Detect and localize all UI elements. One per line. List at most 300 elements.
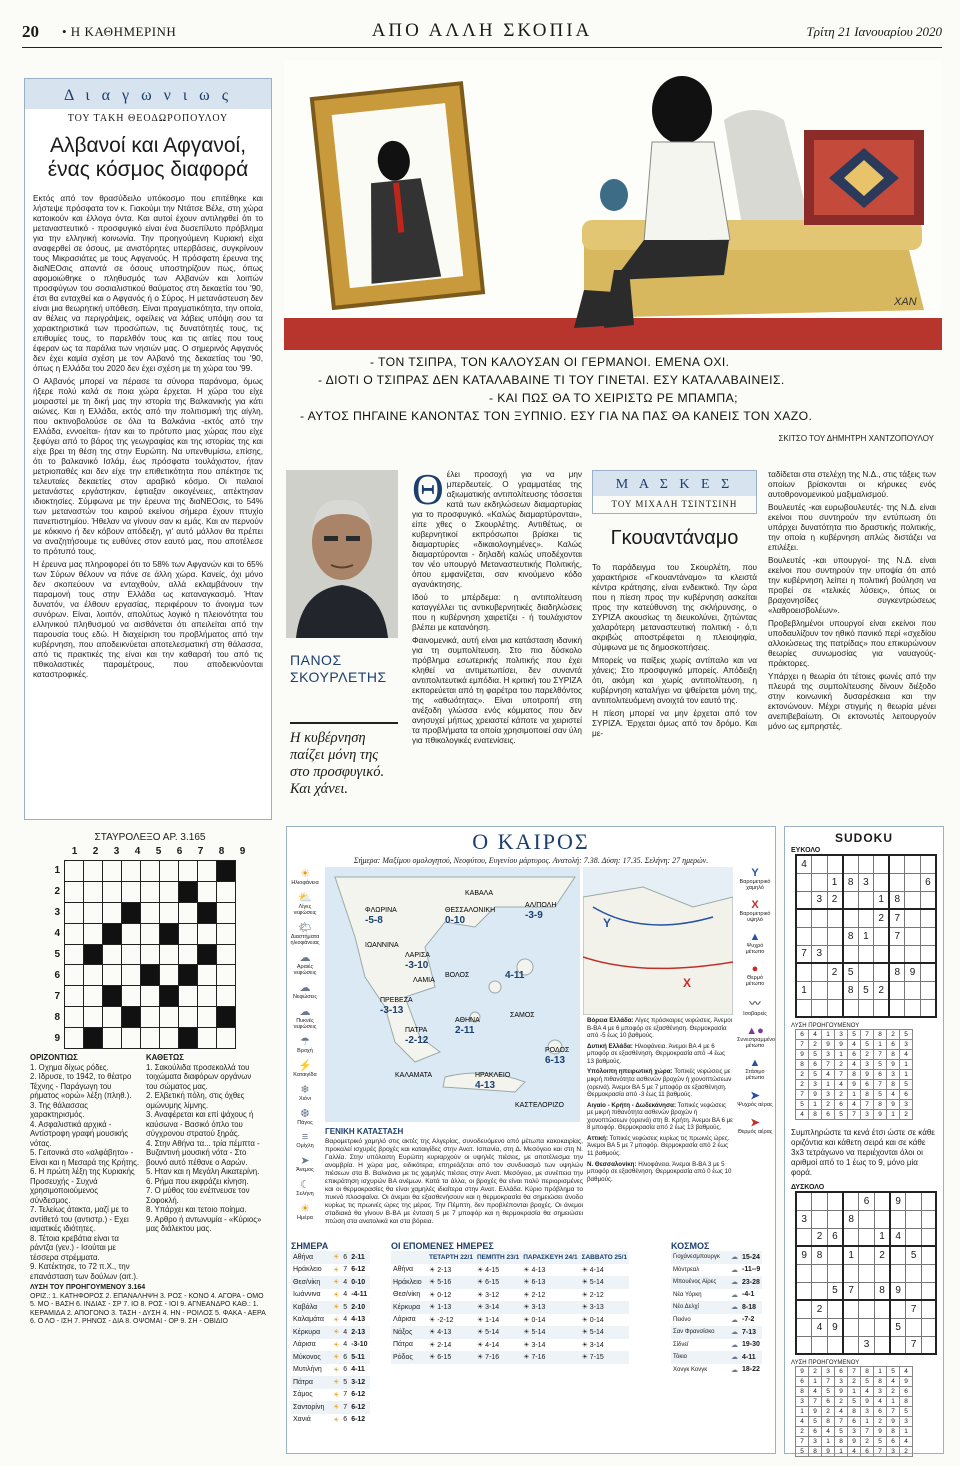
empty-cell[interactable] [812, 909, 827, 927]
empty-cell[interactable] [858, 945, 873, 963]
city-name: Χονγκ Κονγκ [673, 1366, 708, 1373]
crossword-cell[interactable] [160, 965, 179, 986]
empty-cell[interactable] [796, 1228, 812, 1246]
weather-icon: ☁ [299, 952, 311, 964]
section-title: ΑΠΟ ΑΛΛΗ ΣΚΟΠΙΑ [371, 20, 593, 41]
empty-cell[interactable] [890, 1264, 906, 1282]
empty-cell[interactable] [796, 1264, 812, 1282]
crossword-cell[interactable] [65, 1028, 84, 1049]
empty-cell[interactable] [858, 999, 873, 1017]
empty-cell[interactable] [843, 1228, 859, 1246]
empty-cell[interactable] [859, 1228, 875, 1246]
solution-cell: 9 [861, 1397, 874, 1407]
crossword-cell[interactable] [84, 902, 103, 923]
empty-cell[interactable] [827, 1264, 843, 1282]
empty-cell[interactable] [812, 855, 827, 873]
crossword-cell[interactable] [160, 902, 179, 923]
empty-cell[interactable] [796, 1336, 812, 1354]
sudoku-row [796, 909, 936, 927]
city-name: Πάτρα [393, 1341, 413, 1349]
crossword-cell[interactable] [160, 861, 179, 882]
empty-cell[interactable] [889, 873, 905, 891]
map-temperature: 0-10 [445, 915, 466, 926]
crossword-cell[interactable] [198, 923, 217, 944]
paper-name: • Η ΚΑΘΗΜΕΡΙΝΗ [62, 24, 177, 39]
paragraph: Ιδού το μπέρδεμα: η αντιπολίτευση καταγγέλλει τις αντικυβερνητικές διαδηλώσεις που η κυβέρνηση χαιρετίζει - ή τουλάχιστον βλέπει με κατανόηση. [412, 593, 582, 632]
empty-cell[interactable] [874, 873, 890, 891]
solution-cell: 5 [809, 1050, 822, 1060]
world-row [671, 1251, 762, 1264]
empty-cell[interactable] [827, 927, 843, 945]
temperature: 23-28 [740, 1276, 762, 1289]
today-row [291, 1364, 370, 1377]
next-days-row [391, 1326, 629, 1339]
empty-cell[interactable] [796, 909, 812, 927]
empty-cell[interactable] [827, 855, 843, 873]
empty-cell[interactable] [890, 1300, 906, 1318]
crossword-cell[interactable] [160, 1007, 179, 1028]
solution-cell: 3 [809, 1080, 822, 1090]
crossword-cell[interactable] [103, 1028, 122, 1049]
empty-cell[interactable] [843, 999, 859, 1017]
empty-cell[interactable] [874, 945, 890, 963]
solution-cell: 8 [900, 1397, 913, 1407]
solution-cell: 4 [822, 1427, 835, 1437]
temperature: 18-22 [742, 1366, 760, 1374]
empty-cell[interactable] [858, 891, 873, 909]
empty-cell[interactable] [874, 999, 890, 1017]
crossword-cell[interactable] [84, 1007, 103, 1028]
city-name: Μυτιλήνη [293, 1366, 322, 1374]
empty-cell[interactable] [827, 909, 843, 927]
legend-label: Ημέρα [297, 1215, 313, 1221]
empty-cell[interactable] [921, 1336, 936, 1354]
solution-cell: 9 [887, 1100, 900, 1110]
empty-cell[interactable] [812, 981, 827, 999]
solution-cell: 9 [887, 1417, 900, 1427]
crossword-cell[interactable] [84, 986, 103, 1007]
crossword-cell[interactable] [65, 881, 84, 902]
crossword-cell[interactable] [65, 861, 84, 882]
empty-cell[interactable] [920, 963, 936, 981]
crossword-cell[interactable] [179, 923, 198, 944]
map-temperature: -3-10 [405, 960, 429, 971]
crossword-cell[interactable] [84, 881, 103, 902]
legend-item [289, 891, 321, 916]
empty-cell[interactable] [812, 963, 827, 981]
empty-cell[interactable] [843, 1264, 859, 1282]
temperature: ☀ 3-12 [476, 1291, 500, 1299]
crossword-cell[interactable] [217, 1028, 236, 1049]
paragraph: Ο Αλβανός μπορεί να πέρασε τα σύνορα παράνομα, όμως ήξερε πολύ καλά σε ποια χώρα έρχεται. Η χώρα του είχε μοιραστεί με τη δική μας την ιστορία της Βαλκανικής για κάτι αιώνες. Και η Ελλάδα, εκτός από την πολιτισμική της αίγλη, που ακτινοβολούσε σε όλα τα Βαλκάνια -εκτός από την Ελλάδα, εννοείται- ήταν και το πρότυπο μιας χώρας που είχε ξεφύγει από το βάρος της γεωγραφίας και της ιστορίας της και είχε βρει τη θέση της στην Ευρώπη. Να υπενθυμίσω, επίσης, ότι το βαλκανικό Ισλάμ, έως πρόσφατα τουλάχιστον, ήταν μετριοπαθές και δεν είχε την επιθετικότητα που απέκτησε τις τελευταίες δεκαετίες στον αραβικό κόσμο. Οι παλαιοί μετανάστες εργάστηκαν, έφτιαξαν οικογένειες, απέκτησαν ιδιοκτησίες. Σύμφωνα με την έρευνα της διαΝΕΟσις, το 54% των μεταναστών του καιρού εκείνου σήμερα έχουν πτυχίο πανεπιστημίου. Ήθελαν να γίνουν σαν κι εμάς. Και αν περνούν με κόκκινο ή δεν κόβουν απόδειξη, γι' αυτό μάλλον θα πρέπει να αναζητήσουμε τις ευθύνες στον εαυτό μας, που αποτέλεσε το πρότυπό τους. [33, 377, 263, 557]
empty-cell[interactable] [874, 927, 890, 945]
sudoku-hard-grid[interactable] [795, 1191, 937, 1355]
weather-icon: ☀ [331, 1376, 341, 1389]
weather-subtitle: Σήμερα: Μαξίμου ομολογητού, Νεοφύτου, Ευγενίου μάρτυρος. Ανατολή: 7.38. Δύση: 17.35. Σελήνη: 27 ημερών. [353, 856, 709, 865]
weather-icon: ☀ [331, 1326, 341, 1339]
empty-cell[interactable] [859, 1282, 875, 1300]
sudoku-row [796, 1318, 936, 1336]
empty-cell[interactable] [812, 873, 827, 891]
weather-icon: ☀ [331, 1401, 341, 1414]
empty-cell[interactable] [859, 1246, 875, 1264]
empty-cell[interactable] [858, 909, 873, 927]
crossword-row [65, 861, 236, 882]
empty-cell[interactable] [874, 1300, 890, 1318]
column-number: 4 [134, 846, 141, 857]
black-cell [179, 881, 198, 902]
empty-cell[interactable] [920, 909, 936, 927]
solution-cell: 1 [835, 1447, 848, 1457]
crossword-cell[interactable] [122, 965, 141, 986]
empty-cell[interactable] [843, 1336, 859, 1354]
solution-cell: 7 [874, 1050, 887, 1060]
world-heading: ΚΟΣΜΟΣ [671, 1241, 710, 1251]
empty-cell[interactable] [843, 855, 859, 873]
map-city-label: ΑΛ/ΠΟΛΗ [525, 902, 557, 909]
world-row [671, 1339, 762, 1352]
column-number: 7 [197, 846, 204, 857]
crossword-cell[interactable] [65, 902, 84, 923]
empty-cell[interactable] [920, 891, 936, 909]
crossword-cell[interactable] [198, 986, 217, 1007]
today-row [291, 1401, 370, 1414]
cartoon-illustration [284, 60, 942, 350]
empty-cell[interactable] [906, 1264, 922, 1282]
map-temperature: 4-13 [475, 1080, 496, 1091]
map-city-label: ΛΑΡΙΣΑ [405, 952, 430, 959]
crossword-cell[interactable] [84, 923, 103, 944]
empty-cell[interactable] [874, 963, 890, 981]
empty-cell[interactable] [843, 1192, 859, 1210]
crossword-cell[interactable] [141, 902, 160, 923]
empty-cell[interactable] [921, 1300, 936, 1318]
empty-cell[interactable] [812, 1282, 828, 1300]
crossword-cell[interactable] [160, 944, 179, 965]
sudoku-easy-grid[interactable] [795, 854, 937, 1018]
crossword-cell[interactable] [84, 861, 103, 882]
crossword-cell[interactable] [198, 861, 217, 882]
empty-cell[interactable] [827, 981, 843, 999]
empty-cell[interactable] [859, 1264, 875, 1282]
legend-item [737, 1089, 773, 1108]
empty-cell[interactable] [921, 1282, 936, 1300]
crossword-cell[interactable] [198, 1028, 217, 1049]
temperature: ☀ 2-12 [581, 1291, 604, 1299]
today-table [291, 1251, 370, 1426]
crossword-cell[interactable] [65, 986, 84, 1007]
crossword-cell[interactable] [141, 881, 160, 902]
empty-cell[interactable] [843, 945, 859, 963]
empty-cell[interactable] [812, 1192, 828, 1210]
map-city-label: ΠΡΕΒΕΖΑ [380, 997, 413, 1004]
empty-cell[interactable] [874, 1192, 890, 1210]
paragraph [412, 465, 582, 590]
column-number: 2 [92, 846, 99, 857]
weather-icon: 🌤 [298, 922, 312, 934]
legend-label: Πάγος [297, 1120, 313, 1126]
empty-cell[interactable] [921, 1192, 936, 1210]
horizontal-clues [30, 1053, 140, 1281]
city-name: Κέρκυρα [291, 1326, 331, 1339]
paragraph: Φαινομενικά, αυτή είναι μια κατάσταση ιδανική για τη συμπολίτευση. Στο πιο δύσκολο πρόβλημα εσωτερικής πολιτικής που έχει κληθεί να αντιμετωπίσει, δεν συναντά αντιπολιτευτικά εμπόδια. Η κριτική του ΣΥΡΙΖΑ εκπορεύεται από τη φαρέτρα του παρελθόντος της «αθωότητας». Είναι υποτροπή στη ανέξοδη γλώσσα ενός κόμματος που δεν ανησυχεί μήπως χρειαστεί κάποτε να χειριστεί τα προβλήματα τα οποία χρησιμοποιεί σαν ύλη για πθικολογικές ενατενίσεις. [412, 636, 582, 745]
empty-cell[interactable] [796, 1282, 812, 1300]
solution-label: ΛΥΣΗ ΠΡΟΗΓΟΥΜΕΝΟΥ [791, 1360, 860, 1366]
empty-cell[interactable] [905, 873, 920, 891]
empty-cell[interactable] [796, 873, 812, 891]
empty-cell[interactable] [812, 1336, 828, 1354]
empty-cell[interactable] [921, 1246, 936, 1264]
empty-cell[interactable] [858, 855, 873, 873]
empty-cell[interactable] [812, 1264, 828, 1282]
empty-cell[interactable] [890, 1336, 906, 1354]
solution-row [796, 1377, 913, 1387]
crossword-cell[interactable] [122, 1028, 141, 1049]
empty-cell[interactable] [796, 963, 812, 981]
empty-cell[interactable] [905, 927, 920, 945]
empty-cell[interactable] [827, 1300, 843, 1318]
empty-cell[interactable] [812, 999, 827, 1017]
crossword-cell[interactable] [65, 1007, 84, 1028]
region-forecast [587, 1135, 733, 1158]
temperature: -3-10 [351, 1341, 368, 1349]
empty-cell[interactable] [843, 891, 859, 909]
crossword-cell[interactable] [103, 944, 122, 965]
crossword-cell[interactable] [179, 944, 198, 965]
today-row [291, 1289, 370, 1302]
empty-cell[interactable] [796, 927, 812, 945]
empty-cell[interactable] [874, 1318, 890, 1336]
paragraph: Βουλευτές -και υπουργοί- της Ν.Δ. είναι εκείνοι που συντηρούν την υποψία ότι από την κυβέρνηση λείπει η πολιτική βούληση να προβεί σε «τελικές λύσεις», όπως οι βραχονησίδες συγκεντρώσεως «λαθροεισβολέων». [768, 556, 936, 615]
empty-cell[interactable] [890, 1246, 906, 1264]
crossword-row [65, 1028, 236, 1049]
crossword-cell[interactable] [122, 861, 141, 882]
empty-cell[interactable] [889, 945, 905, 963]
solution-row [796, 1040, 913, 1050]
crossword-cell[interactable] [217, 965, 236, 986]
empty-cell[interactable] [843, 909, 859, 927]
empty-cell[interactable] [827, 1210, 843, 1228]
crossword-cell[interactable] [122, 944, 141, 965]
crossword-cell[interactable] [65, 944, 84, 965]
empty-cell[interactable] [921, 1318, 936, 1336]
region-name: Βόρεια Ελλάδα: [587, 1017, 634, 1024]
empty-cell[interactable] [796, 1300, 812, 1318]
crossword-cell[interactable] [198, 965, 217, 986]
solution-cell: 3 [887, 1070, 900, 1080]
empty-cell[interactable] [812, 927, 827, 945]
cartoon-credit: ΣΚΙΤΣΟ ΤΟΥ ΔΗΜΗΤΡΗ ΧΑΝΤΖΟΠΟΥΛΟΥ [778, 434, 934, 443]
next-days-row [391, 1351, 629, 1364]
given-cell: 8 [843, 981, 859, 999]
empty-cell[interactable] [874, 1210, 890, 1228]
crossword-cell[interactable] [84, 965, 103, 986]
crossword-cell[interactable] [198, 881, 217, 902]
empty-cell[interactable] [827, 1246, 843, 1264]
empty-cell[interactable] [827, 1192, 843, 1210]
crossword-cell[interactable] [179, 986, 198, 1007]
crossword-cell[interactable] [160, 1028, 179, 1049]
empty-cell[interactable] [859, 1210, 875, 1228]
solution-cell: 2 [874, 1417, 887, 1427]
given-cell: 7 [889, 927, 905, 945]
empty-cell[interactable] [843, 1300, 859, 1318]
crossword-cell[interactable] [103, 1007, 122, 1028]
day-header: ΠΑΡΑΣΚΕΥΗ 24/1 [521, 1251, 579, 1264]
empty-cell[interactable] [905, 855, 920, 873]
weather-icon: ☁ [731, 1366, 738, 1374]
crossword-cell[interactable] [103, 861, 122, 882]
empty-cell[interactable] [920, 999, 936, 1017]
crossword-cell[interactable] [141, 861, 160, 882]
empty-cell[interactable] [905, 981, 920, 999]
solution-cell: 2 [822, 1407, 835, 1417]
empty-cell[interactable] [906, 1210, 922, 1228]
empty-cell[interactable] [859, 1318, 875, 1336]
black-cell [198, 944, 217, 965]
empty-cell[interactable] [906, 1318, 922, 1336]
empty-cell[interactable] [921, 1210, 936, 1228]
empty-cell[interactable] [874, 1336, 890, 1354]
crossword-cell[interactable] [65, 923, 84, 944]
black-cell [160, 986, 179, 1007]
empty-cell[interactable] [905, 909, 920, 927]
crossword-cell[interactable] [141, 986, 160, 1007]
crossword-cell[interactable] [122, 986, 141, 1007]
solution-row [796, 1427, 913, 1437]
crossword-cell[interactable] [141, 1028, 160, 1049]
empty-cell[interactable] [874, 1264, 890, 1282]
empty-cell[interactable] [858, 963, 873, 981]
weather-icon: ☀ [331, 1301, 341, 1314]
paragraph: Το παράδειγμα του Σκουρλέτη, που χαρακτήρισε «Γκουαντάναμο» τα κλειστά κέντρα κράτησης, είναι ενδεικτικό. Την ώρα που η πίεση προς την κυβέρνηση ασκείται προς την κατεύθυνση της σκλήρυνσης, ο ΣΥΡΙΖΑ ακουσίως τη διευκολύνει, ζητώντας χαλαρότερη μεταναστευτική πολιτική - ό,τι ακριβώς αποστρέφεται η πλειοψηφία, σύμφωνα με τις δημοσκοπήσεις. [592, 563, 757, 652]
temperature: ☀ 0-14 [523, 1316, 546, 1324]
crossword-cell[interactable] [198, 1007, 217, 1028]
crossword-cell[interactable] [141, 944, 160, 965]
given-cell: 5 [858, 981, 873, 999]
legend-item [289, 1178, 321, 1197]
empty-cell[interactable] [812, 1210, 828, 1228]
empty-cell[interactable] [889, 981, 905, 999]
empty-cell[interactable] [920, 927, 936, 945]
sudoku-row [796, 945, 936, 963]
crossword-cell[interactable] [179, 902, 198, 923]
row-number: 8 [54, 1012, 60, 1023]
temperature: 2-10 [349, 1301, 369, 1314]
legend-label: Νεφώσεις [292, 994, 317, 1000]
crossword-cell[interactable] [65, 965, 84, 986]
drop-cap: Θ [412, 465, 444, 514]
empty-cell[interactable] [906, 1192, 922, 1210]
crossword-cell[interactable] [141, 1007, 160, 1028]
day-header: ΤΕΤΑΡΤΗ 22/1 [427, 1251, 475, 1264]
empty-cell[interactable] [920, 855, 936, 873]
solution-cell: 1 [822, 1080, 835, 1090]
empty-cell[interactable] [889, 855, 905, 873]
crossword-cell[interactable] [217, 881, 236, 902]
empty-cell[interactable] [796, 1318, 812, 1336]
empty-cell[interactable] [874, 855, 890, 873]
empty-cell[interactable] [827, 999, 843, 1017]
empty-cell[interactable] [843, 1318, 859, 1336]
column-number: 1 [71, 846, 78, 857]
empty-cell[interactable] [920, 981, 936, 999]
crossword-cell[interactable] [122, 881, 141, 902]
weather-icon: ☀ [333, 1266, 340, 1274]
empty-cell[interactable] [921, 1264, 936, 1282]
empty-cell[interactable] [890, 1210, 906, 1228]
column-number: 3 [113, 846, 120, 857]
region-text: Ηλιοφάνεια. Άνεμοι ΒΑ 4 με 6 μποφόρ σε εξασθένηση. Θερμοκρασία από -4 έως 13 βαθμούς. [587, 1042, 725, 1065]
temperature: ☀ 3-13 [521, 1301, 579, 1314]
empty-cell[interactable] [905, 999, 920, 1017]
solution-cell: 3 [809, 1437, 822, 1447]
sudoku-row [796, 999, 936, 1017]
easy-label: ΕΥΚΟΛΟ [791, 847, 821, 854]
empty-cell[interactable] [889, 999, 905, 1017]
maskes-header [592, 470, 757, 514]
weather-icon: ❆ [300, 1108, 310, 1120]
crossword-cell[interactable] [103, 881, 122, 902]
sudoku-row [796, 1282, 936, 1300]
crossword-cell[interactable] [217, 986, 236, 1007]
empty-cell[interactable] [921, 1228, 936, 1246]
empty-cell[interactable] [920, 945, 936, 963]
temperature: ☀ 2-14 [429, 1341, 452, 1349]
empty-cell[interactable] [827, 945, 843, 963]
solution-row [796, 1110, 913, 1120]
empty-cell[interactable] [796, 1192, 812, 1210]
clue: 3. Της θάλασσας χαρακτηρισμός. [30, 1100, 89, 1119]
crossword-cell[interactable] [179, 861, 198, 882]
empty-cell[interactable] [905, 945, 920, 963]
given-cell: 6 [920, 873, 936, 891]
crossword-cell[interactable] [103, 965, 122, 986]
crossword-cell[interactable] [217, 944, 236, 965]
city-name: Μύκονος [291, 1351, 331, 1364]
crossword-cell[interactable] [160, 881, 179, 902]
empty-cell[interactable] [827, 1336, 843, 1354]
solution-row [796, 1447, 913, 1457]
city-name: Νέο Δελχί [671, 1301, 729, 1314]
crossword-cell[interactable] [122, 923, 141, 944]
solution-row [796, 1100, 913, 1110]
black-cell [217, 1007, 236, 1028]
solution-cell: 2 [848, 1377, 861, 1387]
crossword-cell[interactable] [179, 1007, 198, 1028]
crossword-grid[interactable] [64, 860, 236, 1049]
given-cell: 5 [906, 1246, 922, 1264]
empty-cell[interactable] [796, 999, 812, 1017]
solution-cell: 2 [887, 1387, 900, 1397]
legend-label: Ισοβαρείς [743, 1011, 767, 1017]
crossword-cell[interactable] [141, 923, 160, 944]
solution-cell: 4 [887, 1090, 900, 1100]
legend-item [289, 1154, 321, 1173]
empty-cell[interactable] [905, 891, 920, 909]
crossword-cell[interactable] [217, 923, 236, 944]
crossword-cell[interactable] [103, 902, 122, 923]
weather-icon: ⛅ [298, 892, 312, 904]
empty-cell[interactable] [859, 1300, 875, 1318]
row-number: 1 [54, 865, 60, 876]
crossword-cell[interactable] [217, 902, 236, 923]
clues-heading: ΟΡΙΖΟΝΤΙΩΣ [30, 1053, 78, 1062]
empty-cell[interactable] [906, 1228, 922, 1246]
empty-cell[interactable] [906, 1282, 922, 1300]
black-cell [179, 1028, 198, 1049]
empty-cell[interactable] [796, 891, 812, 909]
